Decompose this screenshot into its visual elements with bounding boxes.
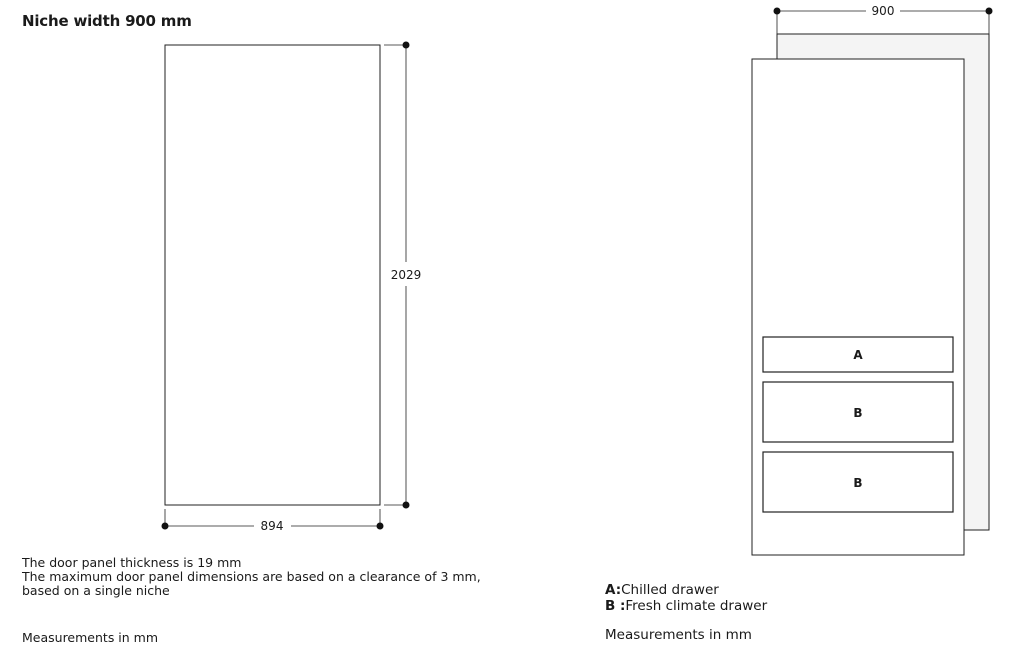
door-panel [165, 45, 380, 505]
measurements-note-right: Measurements in mm [605, 627, 752, 643]
height-dimension-label: 2029 [390, 268, 422, 282]
page-title: Niche width 900 mm [22, 12, 192, 30]
note-line-3: based on a single niche [22, 583, 170, 598]
legend-item-b [605, 598, 767, 614]
note-line-1: The door panel thickness is 19 mm [22, 555, 242, 570]
width-dimension-label: 894 [260, 519, 284, 533]
legend-text-a: Chilled drawer [621, 582, 719, 598]
drawer-b-lower-label: B [853, 476, 863, 490]
legend-key-a: A: [605, 582, 622, 598]
height-dimension [384, 42, 421, 509]
width-dimension [162, 509, 384, 533]
drawer-b-upper-label: B [853, 406, 863, 420]
top-width-dimension [774, 4, 993, 34]
legend-text-b: Fresh climate drawer [625, 598, 768, 614]
drawer-a-label: A [853, 348, 863, 362]
measurements-note-left: Measurements in mm [22, 630, 159, 645]
top-width-dimension-label: 900 [871, 4, 895, 18]
legend-key-b: B : [605, 598, 626, 614]
legend-item-a [605, 582, 719, 598]
note-line-2: The maximum door panel dimensions are based on a clearance of 3 mm, [22, 569, 481, 584]
